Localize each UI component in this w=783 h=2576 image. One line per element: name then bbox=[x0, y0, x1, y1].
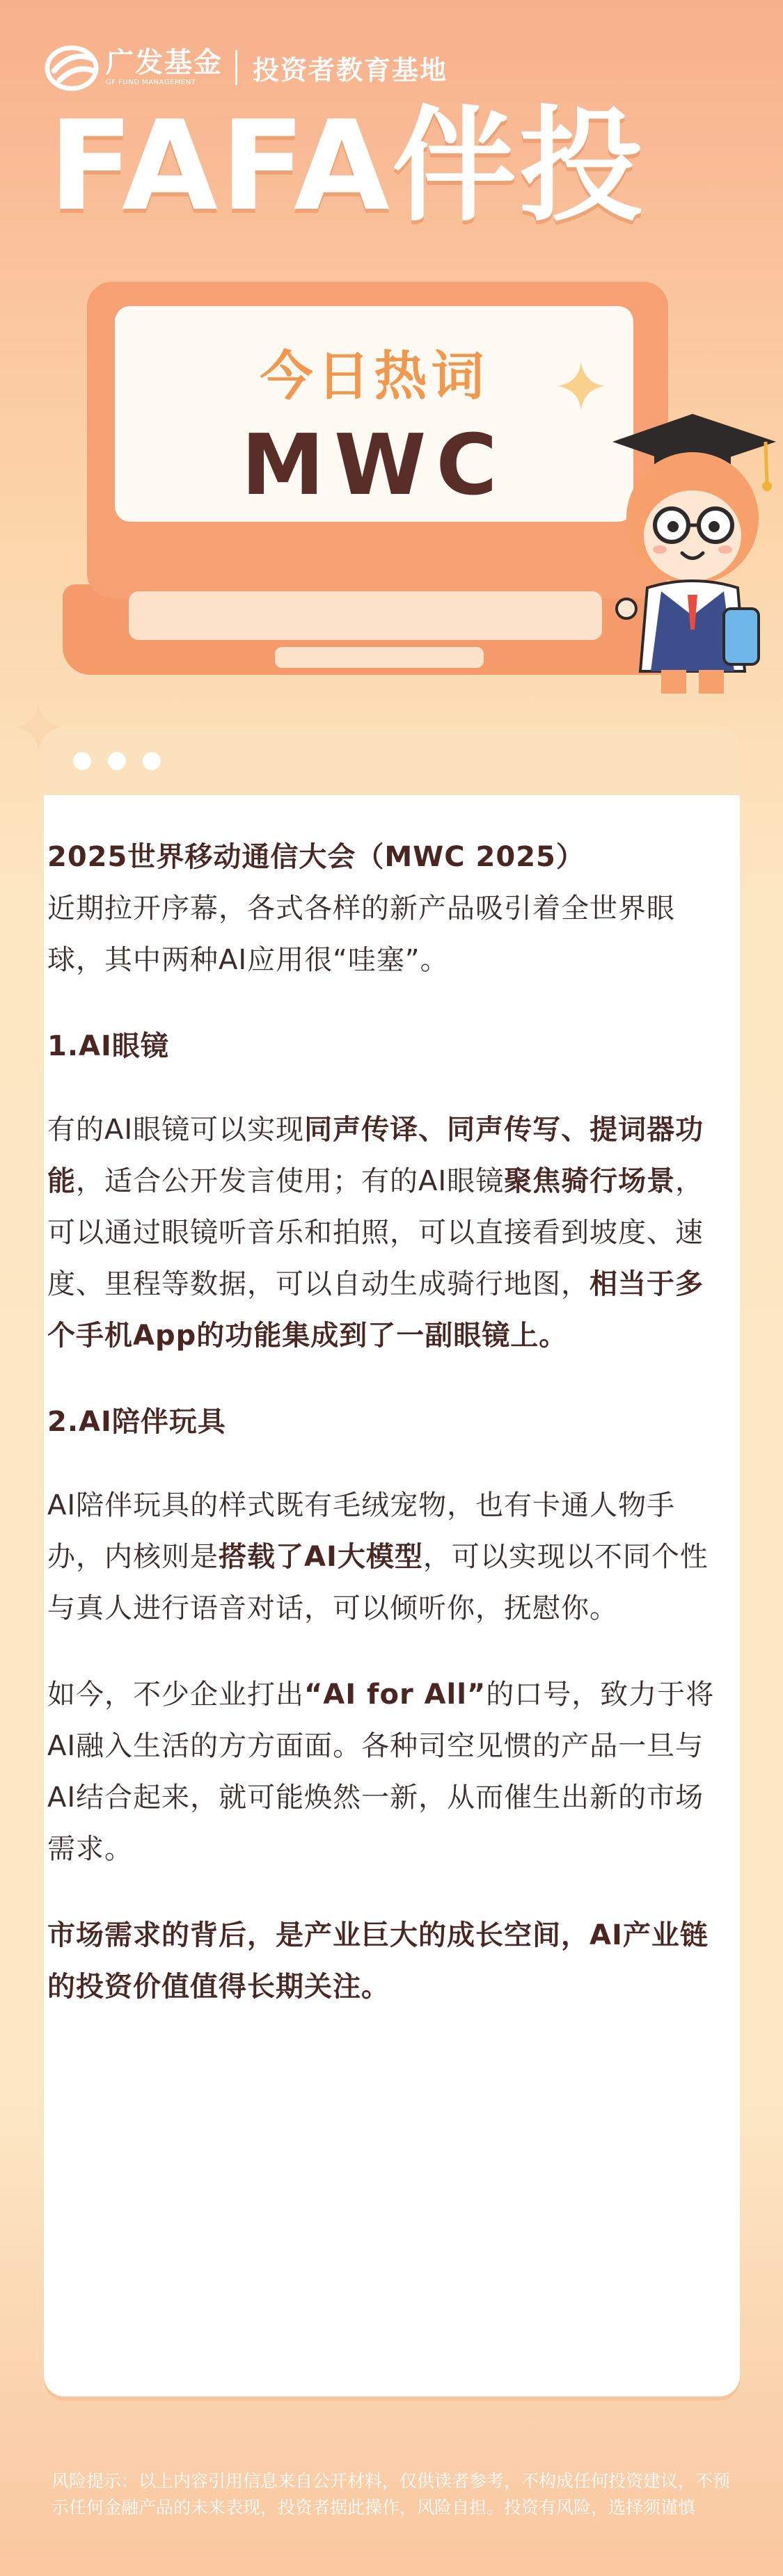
hot-word-label: 今日热词 bbox=[260, 345, 489, 407]
brand-divider bbox=[235, 50, 237, 85]
window-dot-icon bbox=[108, 752, 126, 770]
section-heading-ai-toys: 2.AI陪伴玩具 bbox=[47, 1406, 226, 1438]
card-window-bar bbox=[44, 727, 740, 795]
window-dot-icon bbox=[73, 752, 91, 770]
page-title: FAFA伴投 bbox=[49, 94, 646, 238]
text-run: 的口号，致力于将AI融入生活的方方面面。各种司空见惯的产品一旦与AI结合起来，就可能焕然一新，从而催生出新的市场需求。 bbox=[47, 1679, 715, 1865]
risk-disclaimer: 风险提示：以上内容引用信息来自公开材料，仅供读者参考，不构成任何投资建议，不预示任何金融产品的未来表现，投资者据此操作，风险自担。投资有风险，选择须谨慎 bbox=[52, 2471, 731, 2518]
brand-name-en: GF FUND MANAGEMENT bbox=[106, 79, 196, 86]
text-run: ，适合公开发言使用；有的AI眼镜 bbox=[76, 1165, 505, 1197]
brand-slogan: 投资者教育基地 bbox=[253, 54, 448, 86]
ai-glasses-paragraph bbox=[47, 1104, 729, 1361]
brand-header bbox=[45, 43, 448, 92]
brand-name bbox=[106, 49, 223, 86]
ai-for-all-paragraph bbox=[47, 1669, 729, 1875]
highlight-text: 同声传译、同声传写、提词器功能 bbox=[47, 1114, 704, 1197]
text-run: ，可以通过眼镜听音乐和拍照，可以直接看到坡度、速度、里程等数据，可以自动生成骑行地图， bbox=[47, 1165, 704, 1300]
text-run: 如今，不少企业打出 bbox=[47, 1679, 304, 1711]
highlight-text: “AI for All” bbox=[304, 1679, 487, 1711]
section-heading-ai-glasses: 1.AI眼镜 bbox=[47, 1030, 169, 1062]
article-body bbox=[47, 831, 729, 2047]
text-run: AI陪伴玩具的样式既有毛绒宠物，也有卡通人物手办，内核则是 bbox=[47, 1489, 676, 1573]
ai-toys-paragraph bbox=[47, 1480, 729, 1634]
intro-rest: 近期拉开序幕，各式各样的新产品吸引着全世界眼球，其中两种AI应用很“哇塞”。 bbox=[47, 893, 675, 976]
highlight-text: 搭载了AI大模型 bbox=[219, 1541, 423, 1573]
conclusion-paragraph: 市场需求的背后，是产业巨大的成长空间，AI产业链的投资价值值得长期关注。 bbox=[47, 1919, 709, 2003]
intro-paragraph bbox=[47, 831, 729, 986]
text-run: ，可以实现以不同个性与真人进行语音对话，可以倾听你，抚慰你。 bbox=[47, 1541, 709, 1624]
gf-logo-icon bbox=[45, 43, 99, 92]
intro-bold: 2025世界移动通信大会（MWC 2025） bbox=[47, 841, 585, 873]
hot-word: MWC bbox=[241, 417, 507, 514]
highlight-text: 相当于多个手机App的功能集成到了一副眼镜上。 bbox=[47, 1268, 704, 1352]
brand-name-cn: 广发基金 bbox=[106, 47, 223, 79]
mascot-character-icon bbox=[606, 407, 780, 699]
text-run: 有的AI眼镜可以实现 bbox=[47, 1114, 305, 1146]
highlight-text: 聚焦骑行场景 bbox=[504, 1165, 676, 1197]
window-dot-icon bbox=[143, 752, 161, 770]
laptop-keyboard bbox=[129, 591, 602, 640]
laptop-touchpad bbox=[275, 647, 484, 668]
sparkle-icon bbox=[557, 362, 606, 410]
